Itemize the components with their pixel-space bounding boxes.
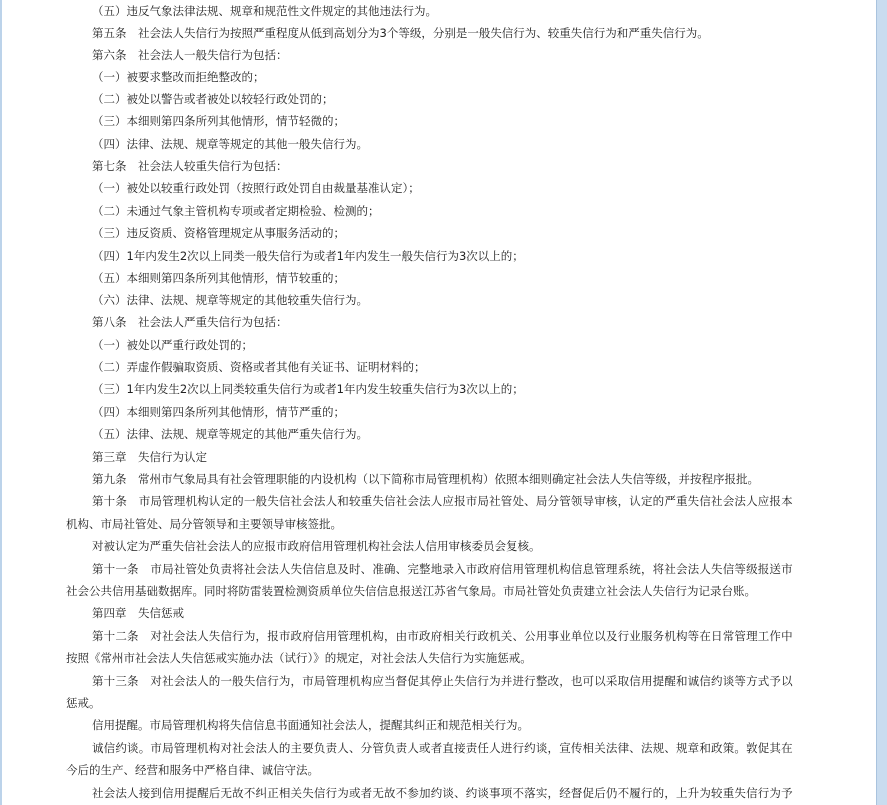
clause-item: （四）1年内发生2次以上同类一般失信行为或者1年内发生一般失信行为3次以上的； bbox=[92, 249, 524, 263]
clause-item: （六）法律、法规、规章等规定的其他较重失信行为。 bbox=[92, 293, 368, 307]
window-left-border bbox=[0, 0, 2, 805]
article-11: 第十一条 市局社管处负责将社会法人失信信息及时、准确、完整地录入市政府信用管理机构信息管理系统，将社会法人失信等级报送市 bbox=[92, 562, 793, 576]
paragraph: 诚信约谈。市局管理机构对社会法人的主要负责人、分管负责人或者直接责任人进行约谈，宣传相关法律、法规、规章和政策。敦促其在 bbox=[92, 741, 793, 755]
article-12-continued: 按照《常州市社会法人失信惩戒实施办法（试行）》的规定，对社会法人失信行为实施惩戒。 bbox=[66, 651, 532, 665]
clause-item: （一）被处以较重行政处罚（按照行政处罚自由裁量基准认定）； bbox=[92, 181, 420, 195]
article-11-continued: 社会公共信用基础数据库。同时将防雷装置检测资质单位失信信息报送江苏省气象局。市局社管处负责建立社会法人失信行为记录台账。 bbox=[66, 584, 756, 598]
clause-item: （一）被要求整改而拒绝整改的； bbox=[92, 70, 265, 84]
article-13: 第十三条 对社会法人的一般失信行为，市局管理机构应当督促其停止失信行为并进行整改，也可以采取信用提醒和诚信约谈等方式予以 bbox=[92, 674, 793, 688]
article-7: 第七条 社会法人较重失信行为包括： bbox=[92, 159, 288, 173]
chapter-3-heading: 第三章 失信行为认定 bbox=[92, 450, 207, 464]
vertical-scrollbar[interactable] bbox=[876, 0, 887, 805]
clause-item: （二）被处以警告或者被处以较轻行政处罚的； bbox=[92, 92, 334, 106]
article-13-continued: 惩戒。 bbox=[66, 696, 101, 710]
article-9: 第九条 常州市气象局具有社会管理职能的内设机构（以下简称市局管理机构）依照本细则确定社会法人失信等级，并按程序报批。 bbox=[92, 472, 759, 486]
clause-item: （三）1年内发生2次以上同类较重失信行为或者1年内发生较重失信行为3次以上的； bbox=[92, 382, 524, 396]
paragraph: 社会法人接到信用提醒后无故不纠正相关失信行为或者无故不参加约谈、约谈事项不落实，经督促后仍不履行的，上升为较重失信行为予 bbox=[92, 786, 793, 800]
paragraph: 对被认定为严重失信社会法人的应报市政府信用管理机构社会法人信用审核委员会复核。 bbox=[92, 539, 541, 553]
clause-item: （二）弄虚作假骗取资质、资格或者其他有关证书、证明材料的； bbox=[92, 360, 426, 374]
clause-item: （四）法律、法规、规章等规定的其他一般失信行为。 bbox=[92, 137, 368, 151]
article-12: 第十二条 对社会法人失信行为，报市政府信用管理机构，由市政府相关行政机关、公用事业单位以及行业服务机构等在日常管理工作中 bbox=[92, 629, 793, 643]
chapter-4-heading: 第四章 失信惩戒 bbox=[92, 606, 184, 620]
article-8: 第八条 社会法人严重失信行为包括： bbox=[92, 315, 288, 329]
clause-item: （五）法律、法规、规章等规定的其他严重失信行为。 bbox=[92, 427, 368, 441]
clause-item: （五）本细则第四条所列其他情形，情节较重的； bbox=[92, 271, 345, 285]
clause-item: （三）违反资质、资格管理规定从事服务活动的； bbox=[92, 226, 345, 240]
article-6: 第六条 社会法人一般失信行为包括： bbox=[92, 48, 288, 62]
clause-item: （五）违反气象法律法规、规章和规范性文件规定的其他违法行为。 bbox=[92, 4, 437, 18]
article-10: 第十条 市局管理机构认定的一般失信社会法人和较重失信社会法人应报市局社管处、局分管领导审核，认定的严重失信社会法人应报本 bbox=[92, 494, 793, 508]
paragraph-continued: 今后的生产、经营和服务中严格自律、诚信守法。 bbox=[66, 763, 319, 777]
clause-item: （四）本细则第四条所列其他情形，情节严重的； bbox=[92, 405, 345, 419]
paragraph: 信用提醒。市局管理机构将失信信息书面通知社会法人，提醒其纠正和规范相关行为。 bbox=[92, 718, 529, 732]
article-10-continued: 机构、市局社管处、局分管领导和主要领导审核签批。 bbox=[66, 517, 342, 531]
clause-item: （一）被处以严重行政处罚的； bbox=[92, 338, 253, 352]
clause-item: （二）未通过气象主管机构专项或者定期检验、检测的； bbox=[92, 204, 380, 218]
article-5: 第五条 社会法人失信行为按照严重程度从低到高划分为3个等级，分别是一般失信行为、较重失信行为和严重失信行为。 bbox=[92, 26, 709, 40]
clause-item: （三）本细则第四条所列其他情形，情节轻微的； bbox=[92, 114, 345, 128]
